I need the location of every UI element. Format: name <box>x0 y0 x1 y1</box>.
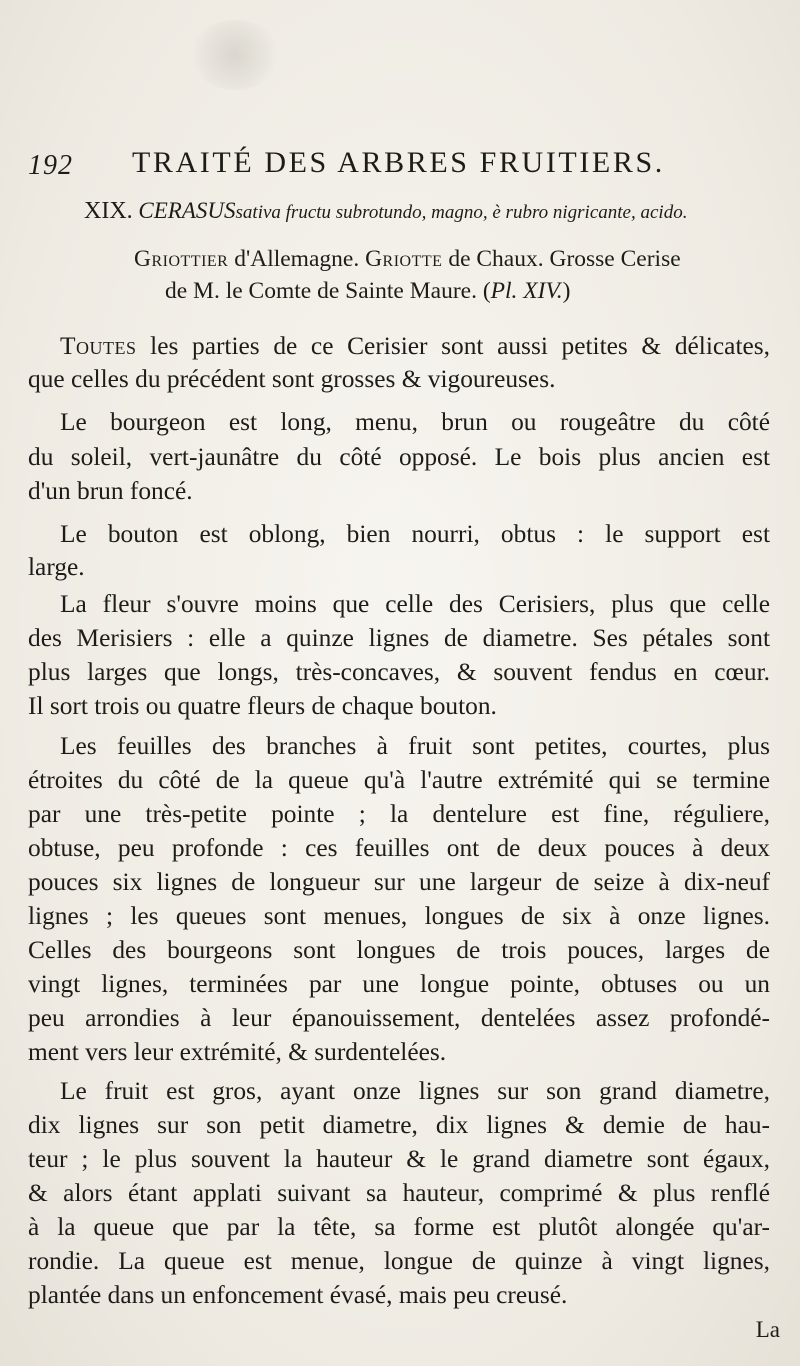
running-title: TRAITÉ DES ARBRES FRUITIERS. <box>132 146 665 179</box>
lead-word: Toutes <box>60 332 137 360</box>
text-line: Le bouton est oblong, bien nourri, obtus : le support est <box>60 520 770 548</box>
synonym-name: Griotte <box>365 246 443 272</box>
latin-heading <box>84 198 687 225</box>
text-line: pouces six lignes de longueur sur une largeur de seize à dix-neuf <box>28 868 770 896</box>
text-line: que celles du précédent sont grosses & vigoureuses. <box>28 365 556 393</box>
text-line: plantée dans un enfoncement évasé, mais peu creusé. <box>28 1281 568 1309</box>
text-line: & alors étant applati suivant sa hauteur, comprimé & plus renflé <box>28 1179 770 1207</box>
paper-stain <box>190 20 280 90</box>
text-line: teur ; le plus souvent la hauteur & le grand diametre sont égaux, <box>28 1145 770 1173</box>
text-line: du soleil, vert-jaunâtre du côté opposé. Le bois plus ancien est <box>28 443 770 471</box>
text-line: peu arrondies à leur épanouissement, dentelées assez profondé- <box>28 1004 770 1032</box>
text-line: à la queue que par la tête, sa forme est plutôt alongée qu'ar- <box>28 1213 770 1241</box>
text-line: Il sort trois ou quatre fleurs de chaque bouton. <box>28 692 497 720</box>
text-line: Le bourgeon est long, menu, brun ou rougeâtre du côté <box>60 408 770 436</box>
synonym-name: Griottier <box>134 246 229 272</box>
text-line: plus larges que longs, très-concaves, & souvent fendus en cœur. <box>28 658 770 686</box>
text-line: Le fruit est gros, ayant onze lignes sur son grand diametre, <box>60 1077 770 1105</box>
text-line: d'un brun foncé. <box>28 477 193 505</box>
text-line: large. <box>28 553 85 581</box>
text-line: ment vers leur extrémité, & surdentelées. <box>28 1038 447 1066</box>
text-line: rondie. La queue est menue, longue de quinze à vingt lignes, <box>28 1247 770 1275</box>
text-line: Toutes les parties de ce Cerisier sont aussi petites & délicates, <box>60 332 770 360</box>
latin-description: sativa fructu subrotundo, magno, è rubro nigricante, acido. <box>235 202 688 223</box>
synonym-text: de M. le Comte de Sainte Maure. ( <box>165 278 491 304</box>
plate-reference: Pl. XIV. <box>490 278 563 304</box>
synonym-text: de Chaux. Grosse Cerise <box>442 246 681 272</box>
text-line: vingt lignes, terminées par une longue pointe, obtuses ou un <box>28 970 770 998</box>
synonyms-line-1 <box>134 246 681 273</box>
plate-close: ) <box>562 278 571 304</box>
text-line: Celles des bourgeons sont longues de trois pouces, larges de <box>28 936 770 964</box>
text-line: lignes ; les queues sont menues, longues de six à onze lignes. <box>28 902 770 930</box>
text-line: par une très-petite pointe ; la dentelure est fine, réguliere, <box>28 800 770 828</box>
synonyms-line-2 <box>165 278 571 305</box>
page-number: 192 <box>28 150 73 181</box>
text-line: des Merisiers : elle a quinze lignes de diametre. Ses pétales sont <box>28 624 770 652</box>
text-line: Les feuilles des branches à fruit sont petites, courtes, plus <box>60 732 770 760</box>
page-header <box>28 146 768 186</box>
synonym-text: d'Allemagne. <box>228 246 366 272</box>
text-line: La fleur s'ouvre moins que celle des Cerisiers, plus que celle <box>60 590 770 618</box>
text-line: dix lignes sur son petit diametre, dix lignes & demie de hau- <box>28 1111 770 1139</box>
catchword: La <box>755 1317 780 1342</box>
latin-name: CERASUS <box>138 198 236 223</box>
entry-numeral: XIX. <box>84 198 133 224</box>
text-line: obtuse, peu profonde : ces feuilles ont de deux pouces à deux <box>28 834 770 862</box>
text-line: étroites du côté de la queue qu'à l'autre extrémité qui se termine <box>28 766 770 794</box>
